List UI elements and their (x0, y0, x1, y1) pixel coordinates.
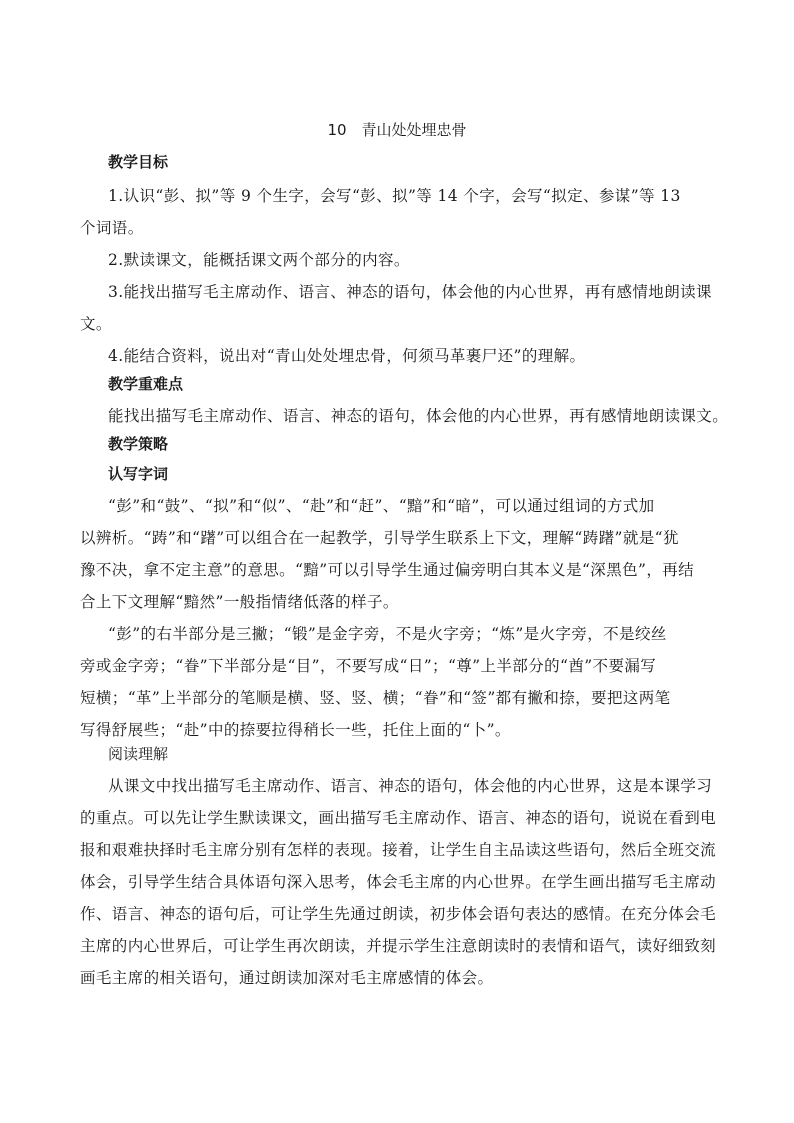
words-p1-line-3: 豫不决，拿不定主意”的意思。“黯”可以引导学生通过偏旁明白其本义是“深黑色”，再结 (80, 561, 695, 579)
reading-line-2: 的重点。可以先让学生默读课文，画出描写毛主席动作、语言、神态的语句，说说在看到电 (80, 809, 717, 827)
words-p2-line-4: 写得舒展些；“赴”中的捺要拉得稍长一些，托住上面的“卜”。 (80, 721, 511, 739)
heading-reading: 阅读理解 (108, 745, 169, 763)
reading-line-1: 从课文中找出描写毛主席动作、语言、神态的语句，体会他的内心世界，这是本课学习 (108, 777, 713, 795)
lesson-title: 10 青山处处埋忠骨 (327, 121, 467, 139)
goal-4 (80, 340, 714, 372)
key-points-text (80, 400, 729, 432)
heading-key-points: 教学重难点 (108, 375, 184, 393)
goal-4-line-1: 4.能结合资料，说出对“青山处处埋忠骨，何须马革裹尸还”的理解。 (108, 347, 586, 365)
heading-strategy: 教学策略 (108, 435, 169, 453)
goal-1-line-1: 1.认识“彭、拟”等 9 个生字，会写“彭、拟”等 14 个字，会写“拟定、参谋”等 13 (108, 187, 681, 205)
words-p2-line-2: 旁或金字旁；“眷”下半部分是“目”，不要写成“日”；“尊”上半部分的“酋”不要漏写 (80, 657, 657, 675)
goal-1 (80, 180, 714, 244)
goal-2 (80, 244, 714, 276)
goal-3-line-1: 3.能找出描写毛主席动作、语言、神态的语句，体会他的内心世界，再有感情地朗读课 (108, 283, 712, 301)
goal-3-line-2: 文。 (80, 315, 112, 333)
words-p2-line-1: “彭”的右半部分是三撇；“锻”是金字旁，不是火字旁；“炼”是火字旁，不是绞丝 (108, 625, 667, 643)
goal-2-line-1: 2.默读课文，能概括课文两个部分的内容。 (108, 251, 410, 269)
reading-line-5: 作、语言、神态的语句后，可让学生先通过朗读，初步体会语句表达的感情。在充分体会毛 (80, 905, 717, 923)
words-p1-line-2: 以辨析。“踌”和“躇”可以组合在一起教学，引导学生联系上下文，理解“踌躇”就是“犹 (80, 529, 679, 547)
words-p1-line-4: 合上下文理解“黯然”一般指情绪低落的样子。 (80, 593, 399, 611)
key-points-line: 能找出描写毛主席动作、语言、神态的语句，体会他的内心世界，再有感情地朗读课文。 (108, 407, 729, 425)
reading-paragraph (80, 770, 717, 994)
reading-line-3: 报和艰难抉择时毛主席分别有怎样的表现。接着，让学生自主品读这些语句，然后全班交流 (80, 841, 717, 859)
words-p1-line-1: “彭”和“鼓”、“拟”和“似”、“赴”和“赶”、“黯”和“暗”，可以通过组词的方式加 (108, 497, 655, 515)
goal-3 (80, 276, 714, 340)
words-p2-line-3: 短横；“革”上半部分的笔顺是横、竖、竖、横；“眷”和“签”都有撇和捺，要把这两笔 (80, 689, 671, 707)
reading-line-7: 画毛主席的相关语句，通过朗读加深对毛主席感情的体会。 (80, 969, 494, 987)
words-paragraph-2 (80, 618, 714, 746)
heading-words: 认写字词 (108, 465, 169, 483)
reading-line-4: 体会，引导学生结合具体语句深入思考，体会毛主席的内心世界。在学生画出描写毛主席动 (80, 873, 717, 891)
reading-line-6: 主席的内心世界后，可让学生再次朗读，并提示学生注意朗读时的表情和语气，读好细致刻 (80, 937, 717, 955)
heading-goals: 教学目标 (108, 153, 169, 171)
words-paragraph-1 (80, 490, 714, 618)
goal-1-line-2: 个词语。 (80, 219, 144, 237)
